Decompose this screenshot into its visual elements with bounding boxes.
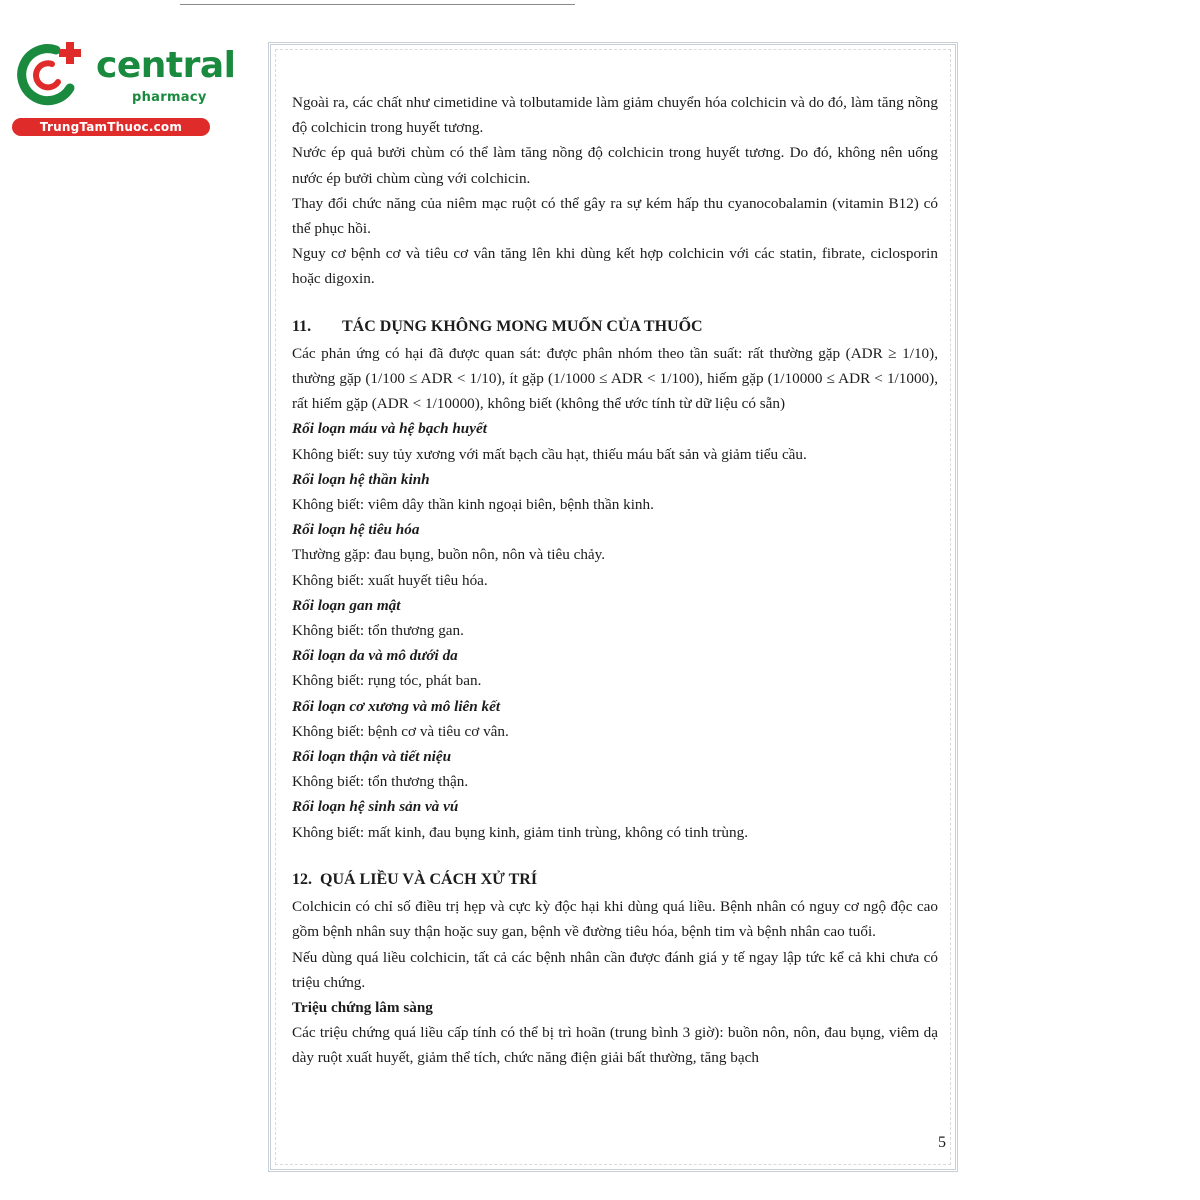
section-number: 12. (292, 870, 312, 888)
section-11-intro: Các phản ứng có hại đã được quan sát: được phân nhóm theo tần suất: rất thường gặp (ADR ≥ 1/10), thường gặp (1/100 ≤ ADR < 1/10), ít gặp (1/1000 ≤ ADR < 1/100), hiếm gặp (1/10000 ≤ ADR < 1/1000), rất hiếm gặp (ADR < 1/10000), không biết (không thể ước tính từ dữ liệu có sẵn) (292, 344, 938, 413)
section-12-paragraph: Nếu dùng quá liều colchicin, tất cả các bệnh nhân cần được đánh giá y tế ngay lập tức kể cả khi chưa có triệu chứng. (292, 948, 938, 991)
page-number: 5 (938, 1134, 946, 1151)
group-heading: Rối loạn cơ xương và mô liên kết (292, 697, 501, 715)
document-body (292, 90, 938, 1071)
intro-paragraph: Nguy cơ bệnh cơ và tiêu cơ vân tăng lên khi dùng kết hợp colchicin với các statin, fibrate, ciclosporin hoặc digoxin. (292, 245, 938, 288)
group-line: Không biết: tổn thương gan. (292, 622, 464, 640)
group-heading: Rối loạn máu và hệ bạch huyết (292, 420, 487, 438)
group-heading: Rối loạn hệ thần kinh (292, 470, 430, 488)
pharmacy-logo-icon (12, 38, 90, 108)
group-heading: Rối loạn thận và tiết niệu (292, 748, 452, 766)
group-line: Không biết: viêm dây thần kinh ngoại biên, bệnh thần kinh. (292, 496, 654, 514)
group-heading: Rối loạn gan mật (292, 596, 401, 614)
group-line: Không biết: xuất huyết tiêu hóa. (292, 571, 488, 589)
section-title: TÁC DỤNG KHÔNG MONG MUỐN CỦA THUỐC (342, 317, 703, 335)
logo-sub-text: pharmacy (132, 90, 207, 105)
group-line: Không biết: bệnh cơ và tiêu cơ vân. (292, 722, 509, 740)
section-number: 11. (292, 317, 312, 335)
group-line: Không biết: suy tủy xương với mất bạch cầu hạt, thiếu máu bất sản và giảm tiểu cầu. (292, 445, 807, 463)
group-line: Không biết: rụng tóc, phát ban. (292, 672, 482, 690)
group-line: Thường gặp: đau bụng, buồn nôn, nôn và tiêu chảy. (292, 546, 606, 564)
group-heading: Rối loạn hệ tiêu hóa (292, 521, 420, 539)
group-heading: Rối loạn hệ sinh sản và vú (292, 798, 459, 816)
logo-brand-text: central (96, 45, 236, 86)
section-12-heading (292, 867, 938, 892)
group-line: Không biết: mất kinh, đau bụng kinh, giảm tinh trùng, không có tinh trùng. (292, 823, 749, 841)
clinical-symptoms-heading: Triệu chứng lâm sàng (292, 998, 433, 1016)
intro-paragraph: Thay đổi chức năng của niêm mạc ruột có thể gây ra sự kém hấp thu cyanocobalamin (vitamin B12) có thể phục hồi. (292, 194, 938, 238)
section-12-paragraph: Colchicin có chỉ số điều trị hẹp và cực kỳ độc hại khi dùng quá liều. Bệnh nhân có nguy cơ ngộ độc cao gồm bệnh nhân suy thận hoặc suy gan, bệnh về đường tiêu hóa, bệnh tim và bệnh nhân cao tuổi. (292, 898, 938, 941)
section-12-tail: Các triệu chứng quá liều cấp tính có thể bị trì hoãn (trung bình 3 giờ): buồn nôn, nôn, đau bụng, viêm dạ dày ruột xuất huyết, giảm thể tích, chức năng điện giải bất thường, tăng bạch (292, 1024, 938, 1067)
central-pharmacy-logo[interactable] (12, 38, 236, 138)
section-title: QUÁ LIỀU VÀ CÁCH XỬ TRÍ (320, 870, 538, 888)
intro-paragraph: Ngoài ra, các chất như cimetidine và tolbutamide làm giảm chuyển hóa colchicin và do đó, làm tăng nồng độ colchicin trong huyết tương. (292, 94, 938, 137)
group-heading: Rối loạn da và mô dưới da (292, 647, 458, 665)
group-line: Không biết: tổn thương thận. (292, 773, 469, 791)
intro-paragraph: Nước ép quả bưởi chùm có thể làm tăng nồng độ colchicin trong huyết tương. Do đó, không nên uống nước ép bưởi chùm cùng với colchicin. (292, 144, 938, 187)
top-divider (180, 4, 575, 5)
section-11-heading (292, 314, 938, 339)
logo-url-badge[interactable]: TrungTamThuoc.com (12, 118, 210, 136)
